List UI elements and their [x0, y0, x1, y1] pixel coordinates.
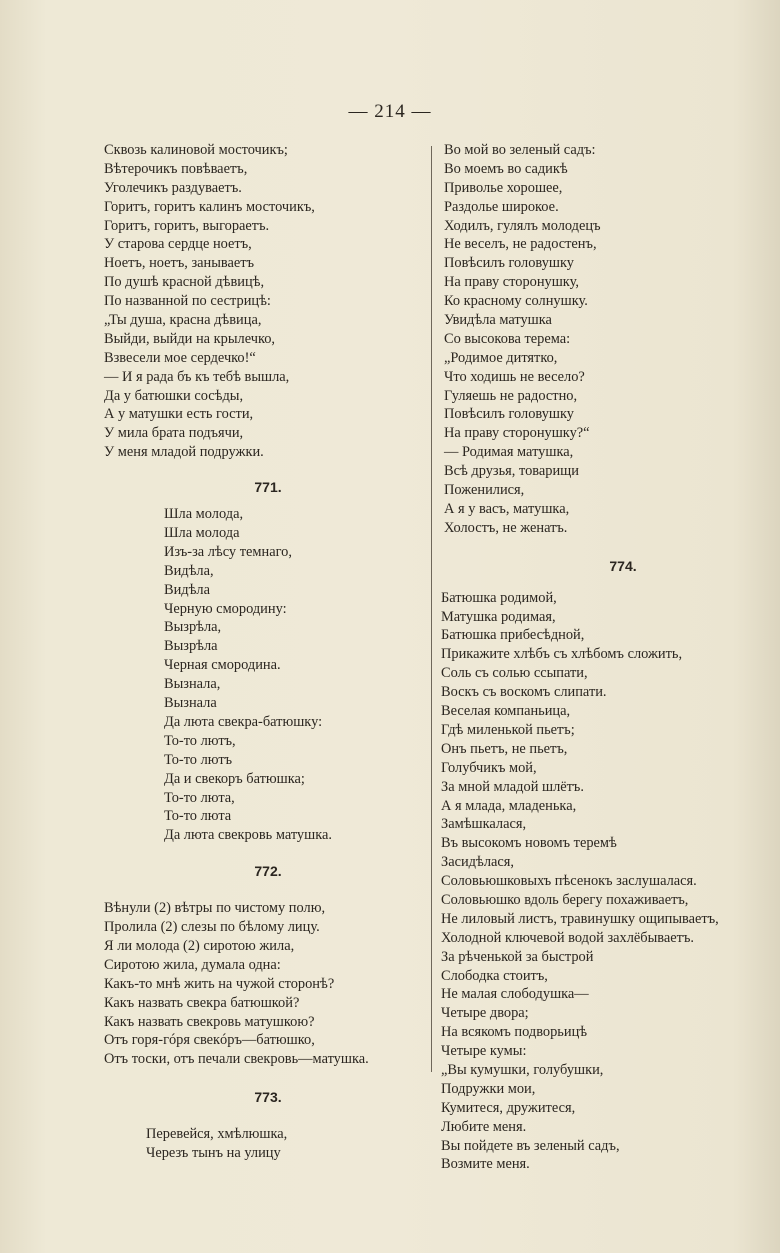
verse-line: Во моемъ во садикѣ [444, 160, 568, 177]
verse-line: У старова сердце ноетъ, [104, 236, 252, 253]
verse-line: Горитъ, горитъ, выгораетъ. [104, 217, 270, 234]
verse-line: Что ходишь не весело? [444, 368, 585, 385]
verse-line: Гуляешь не радостно, [444, 387, 578, 404]
song-771-verse [104, 505, 426, 845]
song-774-verse [441, 589, 771, 1175]
verse-line: Вызрѣла, [164, 619, 222, 636]
verse-line: Возмите меня. [441, 1156, 530, 1173]
song-number: 772. [254, 863, 282, 880]
song-773-verse [104, 1125, 426, 1163]
verse-line: То-то лютъ [164, 751, 233, 768]
verse-line: Изъ-за лѣсу темнаго, [164, 543, 292, 560]
verse-line: Въ высокомъ новомъ теремѣ [441, 835, 617, 852]
verse-line: Перевейся, хмѣлюшка, [146, 1126, 288, 1143]
verse-line: „Ты душа, красна дѣвица, [104, 312, 262, 329]
verse-line: Не малая слободушка— [441, 986, 589, 1003]
verse-line: — Родимая матушка, [444, 444, 574, 461]
verse-continuation [441, 141, 771, 538]
verse-line: Соль съ солью ссыпати, [441, 665, 588, 682]
verse-line: Да люта свекра-батюшку: [164, 713, 323, 730]
verse-line: Любите меня. [441, 1118, 527, 1135]
verse-line: Приволье хорошее, [444, 179, 563, 196]
verse-line: Видѣла, [164, 562, 214, 579]
verse-line: На всякомъ подворьицѣ [441, 1024, 588, 1041]
verse-line: Какъ назвать свекра батюшкой? [104, 994, 300, 1011]
verse-line: У меня младой подружки. [104, 444, 264, 461]
verse-line: Отъ горя-гóря свекóръ—батюшко, [104, 1032, 315, 1049]
verse-line: Кумитеся, дружитеся, [441, 1099, 576, 1116]
verse-line: Горитъ, горитъ калинъ мосточикъ, [104, 198, 315, 215]
verse-line: Какъ назвать свекровь матушкою? [104, 1013, 315, 1030]
verse-line: Вызнала, [164, 676, 221, 693]
right-column [441, 141, 771, 1174]
verse-line: Сквозь калиновой мосточикъ; [104, 142, 288, 158]
verse-line: Батюшка прибесѣдной, [441, 627, 585, 644]
verse-line: У мила брата подъячи, [104, 425, 244, 442]
verse-line: Черезъ тынъ на улицу [146, 1145, 281, 1162]
verse-line: „Вы кумушки, голубушки, [441, 1061, 604, 1078]
column-divider [431, 146, 432, 1072]
verse-line: Повѣсилъ головушку [444, 255, 574, 272]
left-column [104, 141, 426, 1163]
verse-line: „Родимое дитятко, [444, 349, 558, 366]
verse-line: За мной младой шлётъ. [441, 778, 584, 795]
verse-line: Да и свекоръ батюшка; [164, 770, 305, 787]
verse-line: Раздолье широкое. [444, 198, 559, 215]
verse-line: Гдѣ миленькой пьетъ; [441, 721, 575, 738]
verse-line: Вызрѣла [164, 638, 218, 655]
page-number: — 214 — [348, 101, 432, 122]
verse-line: Вы пойдете въ зеленый садъ, [441, 1137, 620, 1154]
verse-line: Соловьюшковыхъ пѣсенокъ заслушалася. [441, 873, 697, 890]
verse-line: А я млада, младенька, [441, 797, 577, 814]
verse-line: Матушка родимая, [441, 608, 556, 625]
verse-line: Черная смородина. [164, 657, 281, 674]
verse-line: Веселая компаньица, [441, 703, 571, 720]
verse-line: То-то люта, [164, 789, 235, 806]
verse-line: Всѣ друзья, товарищи [444, 463, 579, 480]
verse-line: А у матушки есть гости, [104, 406, 254, 423]
verse-line: Ходилъ, гулялъ молодецъ [444, 217, 601, 234]
verse-line: Видѣла [164, 581, 211, 598]
verse-line: Пролила (2) слезы по бѣлому лицу. [104, 919, 320, 936]
verse-line: Вѣтерочикъ повѣваетъ, [104, 160, 248, 177]
verse-line: Прикажите хлѣбъ съ хлѣбомъ сложить, [441, 646, 683, 663]
verse-line: Во мой во зеленый садъ: [444, 142, 596, 158]
verse-line: Соловьюшко вдоль берегу похаживаетъ, [441, 891, 689, 908]
verse-line: Да люта свекровь матушка. [164, 827, 332, 844]
verse-line: Воскъ съ воскомъ слипати. [441, 684, 607, 701]
verse-continuation [104, 141, 426, 462]
verse-line: Вѣнули (2) вѣтры по чистому полю, [104, 900, 326, 917]
song-number: 773. [254, 1089, 282, 1106]
verse-line: Ноетъ, ноетъ, занываетъ [104, 255, 255, 272]
verse-line: Холостъ, не женатъ. [444, 519, 568, 536]
verse-line: Да у батюшки сосѣды, [104, 387, 244, 404]
verse-line: Я ли молода (2) сиротою жила, [104, 937, 295, 954]
verse-line: Уголечикъ раздуваетъ. [104, 179, 242, 196]
verse-line: Не лиловый листъ, травинушку ощипываетъ, [441, 910, 719, 927]
verse-line: Шла молода [164, 525, 240, 542]
verse-line: По душѣ красной дѣвицѣ, [104, 274, 265, 291]
verse-line: На праву сторонушку, [444, 274, 579, 291]
verse-line: Холодной ключевой водой захлёбываетъ. [441, 929, 694, 946]
verse-line: Четыре двора; [441, 1005, 529, 1022]
verse-line: Сиротою жила, думала одна: [104, 956, 281, 973]
song-number: 771. [254, 479, 282, 496]
verse-line: То-то лютъ, [164, 732, 236, 749]
verse-line: Выйди, выйди на крылечко, [104, 330, 276, 347]
verse-line: — И я рада бъ къ тебѣ вышла, [104, 368, 290, 385]
verse-line: Замѣшкалася, [441, 816, 527, 833]
verse-line: То-то люта [164, 808, 232, 825]
verse-line: Онъ пьетъ, не пьетъ, [441, 740, 568, 757]
song-number: 774. [609, 557, 637, 574]
verse-line: Черную смородину: [164, 600, 287, 617]
verse-line: Засидѣлася, [441, 854, 514, 871]
verse-line: Отъ тоски, отъ печали свекровь—матушка. [104, 1051, 369, 1068]
verse-line: На праву сторонушку?“ [444, 425, 590, 442]
song-772-verse [104, 899, 426, 1069]
verse-line: Поженилися, [444, 482, 525, 499]
verse-line: А я у васъ, матушка, [444, 500, 570, 517]
verse-line: Четыре кумы: [441, 1043, 527, 1060]
verse-line: За рѣченькой за быстрой [441, 948, 594, 965]
verse-line: Шла молода, [164, 506, 244, 523]
verse-line: Подружки мои, [441, 1080, 536, 1097]
verse-line: Какъ-то мнѣ жить на чужой сторонѣ? [104, 975, 335, 992]
verse-line: Повѣсилъ головушку [444, 406, 574, 423]
verse-line: Батюшка родимой, [441, 589, 557, 606]
verse-line: Со высокова терема: [444, 330, 571, 347]
verse-line: Не веселъ, не радостенъ, [444, 236, 597, 253]
verse-line: Голубчикъ мой, [441, 759, 537, 776]
verse-line: Взвесели мое сердечко!“ [104, 349, 256, 366]
verse-line: Ко красному солнушку. [444, 293, 588, 310]
verse-line: Вызнала [164, 695, 217, 712]
verse-line: Увидѣла матушка [444, 312, 552, 329]
verse-line: По названной по сестрицѣ: [104, 293, 271, 310]
verse-line: Слободка стоитъ, [441, 967, 548, 984]
